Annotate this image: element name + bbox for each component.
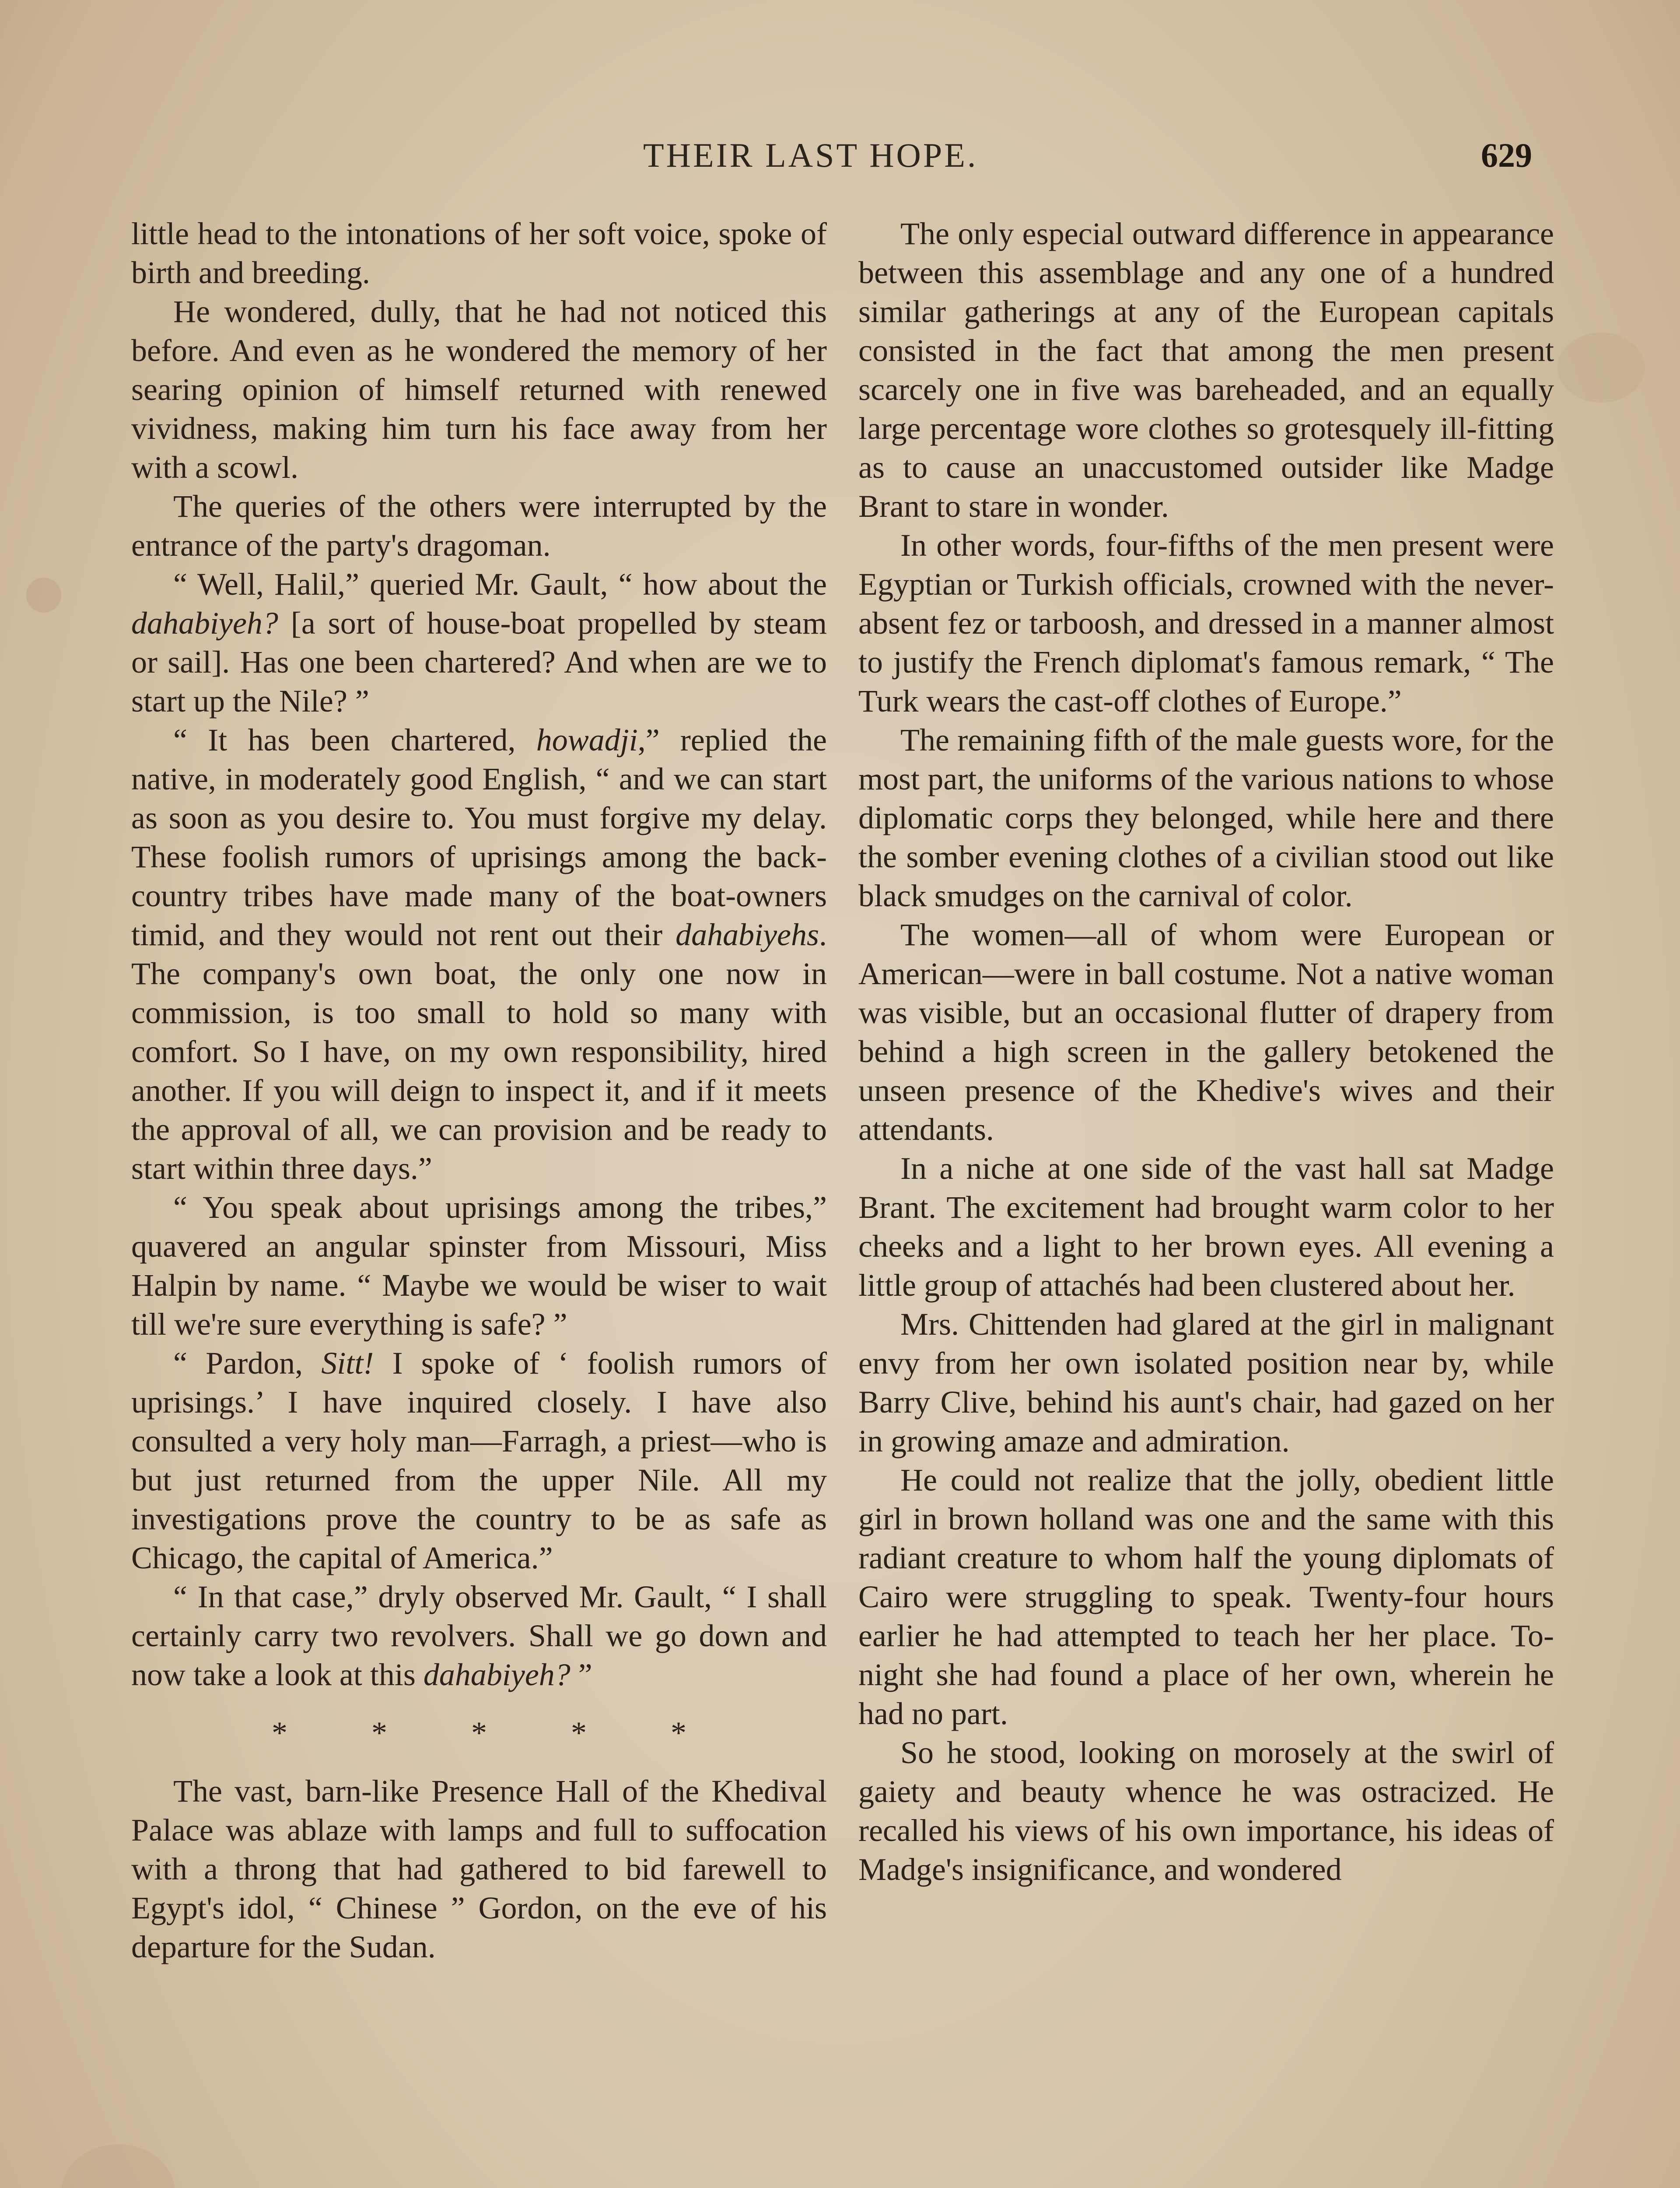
text-segment: Mrs. Chittenden had glared at the girl in malignant envy from her own isolated position near by, while Barry Clive, behind his aunt's chair, had gazed on her in growing amaze and admiration. <box>858 1307 1554 1459</box>
paper-stain <box>61 2144 175 2188</box>
text-segment: I spoke of ‘ foolish rumors of uprisings.’ I have inquired closely. I have also consulted a very holy man—Farragh, a priest—who is but just returned from the upper Nile. All my investigations prove the country to be as safe as Chicago, the capital of America.” <box>131 1346 827 1575</box>
paragraph <box>131 1188 827 1344</box>
text-segment: The queries of the others were interrupted by the entrance of the party's dragoman. <box>131 489 827 563</box>
text-segment: ,” replied the native, in moderately good English, “ and we can start as soon as you desire to. You must forgive my delay. These foolish rumors of uprisings among the back-country tribes have made many of the boat-owners timid, and they would not rent out their <box>131 722 827 952</box>
text-segment: The remaining fifth of the male guests wore, for the most part, the uniforms of the various nations to whose diplomatic corps they belonged, while here and there the somber evening clothes of a civilian stood out like black smudges on the carnival of color. <box>858 722 1554 913</box>
paragraph <box>131 487 827 565</box>
paragraph <box>131 565 827 721</box>
paragraph <box>858 214 1554 526</box>
left-column <box>131 214 827 1967</box>
paper-stain <box>1558 333 1645 403</box>
right-column <box>858 214 1554 1889</box>
text-segment: little head to the intonations of her soft voice, spoke of birth and breeding. <box>131 216 827 290</box>
paragraph <box>858 1149 1554 1305</box>
paragraph <box>131 292 827 487</box>
text-segment: “ In that case,” dryly observed Mr. Gault, “ I shall certainly carry two revolvers. Shall we go down and now take a look at this <box>131 1579 827 1692</box>
page-number: 629 <box>1481 136 1532 174</box>
paragraph <box>131 721 827 1188</box>
paragraph <box>858 1461 1554 1733</box>
paragraph <box>858 915 1554 1149</box>
text-segment: “ Well, Halil,” queried Mr. Gault, “ how about the <box>173 567 827 602</box>
text-segment: In a niche at one side of the vast hall sat Madge Brant. The excitement had brought warm color to her cheeks and a light to her brown eyes. All evening a little group of attachés had been clustered about her. <box>858 1151 1554 1303</box>
paragraph <box>858 1733 1554 1889</box>
paragraph <box>131 1772 827 1967</box>
text-segment: So he stood, looking on morosely at the swirl of gaiety and beauty whence he was ostracized. He recalled his views of his own importance, his ideas of Madge's insignificance, and wondered <box>858 1735 1554 1887</box>
text-segment: The only especial outward difference in appearance between this assemblage and any one of a hundred similar gatherings at any of the European capitals consisted in the fact that among the men present scarcely one in five was bareheaded, and an equally large percentage wore clothes so grotesquely ill-fitting as to cause an unaccustomed outsider like Madge Brant to stare in wonder. <box>858 216 1554 524</box>
asterisk: * <box>471 1715 487 1750</box>
italic-text: Sitt! <box>321 1346 374 1381</box>
asterisk: * <box>671 1715 686 1750</box>
page-header <box>0 131 1680 179</box>
text-segment: “ You speak about uprisings among the tribes,” quavered an angular spinster from Missouri, Miss Halpin by name. “ Maybe we would be wiser to wait till we're sure everything is safe? ” <box>131 1190 827 1342</box>
text-segment: [a sort of house-boat propelled by steam or sail]. Has one been chartered? And when are we to start up the Nile? ” <box>131 606 827 719</box>
paper-stain <box>26 578 61 613</box>
text-segment: ” <box>570 1657 592 1692</box>
paragraph <box>858 721 1554 915</box>
text-segment: . The company's own boat, the only one now in commission, is too small to hold so many with comfort. So I have, on my own responsibility, hired another. If you will deign to inspect it, and if it meets the approval of all, we can provision and be ready to start within three days.” <box>131 917 827 1186</box>
paragraph <box>131 1578 827 1694</box>
italic-text: howadji <box>536 722 638 757</box>
asterisk: * <box>371 1715 387 1750</box>
italic-text: dahabiyeh? <box>423 1657 570 1692</box>
running-head: THEIR LAST HOPE. <box>643 136 978 174</box>
text-segment: The vast, barn-like Presence Hall of the Khedival Palace was ablaze with lamps and full to suffocation with a throng that had gathered to bid farewell to Egypt's idol, “ Chinese ” Gordon, on the eve of his departure for the Sudan. <box>131 1774 827 1964</box>
italic-text: dahabiyehs <box>676 917 819 952</box>
text-segment: The women—all of whom were European or American—were in ball costume. Not a native woman was visible, but an occasional flutter of drapery from behind a high screen in the gallery betokened the unseen presence of the Khedive's wives and their attendants. <box>858 917 1554 1147</box>
paragraph <box>131 1344 827 1578</box>
asterisk: * <box>272 1715 287 1750</box>
paragraph <box>858 526 1554 721</box>
text-segment: “ Pardon, <box>173 1346 322 1381</box>
text-segment: “ It has been chartered, <box>173 722 536 757</box>
section-break <box>131 1714 827 1753</box>
paragraph <box>131 214 827 292</box>
text-segment: He wondered, dully, that he had not noticed this before. And even as he wondered the memory of her searing opinion of himself returned with renewed vividness, making him turn his face away from her with a scowl. <box>131 294 827 485</box>
asterisk: * <box>571 1715 587 1750</box>
paragraph <box>858 1305 1554 1461</box>
italic-text: dahabiyeh? <box>131 606 278 641</box>
text-segment: He could not realize that the jolly, obedient little girl in brown holland was one and the same with this radiant creature to whom half the young diplomats of Cairo were struggling to speak. Twenty-four hours earlier he had attempted to teach her her place. To-night she had found a place of her own, wherein he had no part. <box>858 1462 1554 1731</box>
text-segment: In other words, four-fifths of the men present were Egyptian or Turkish officials, crowned with the never-absent fez or tarboosh, and dressed in a manner almost to justify the French diplomat's famous remark, “ The Turk wears the cast-off clothes of Europe.” <box>858 528 1554 719</box>
